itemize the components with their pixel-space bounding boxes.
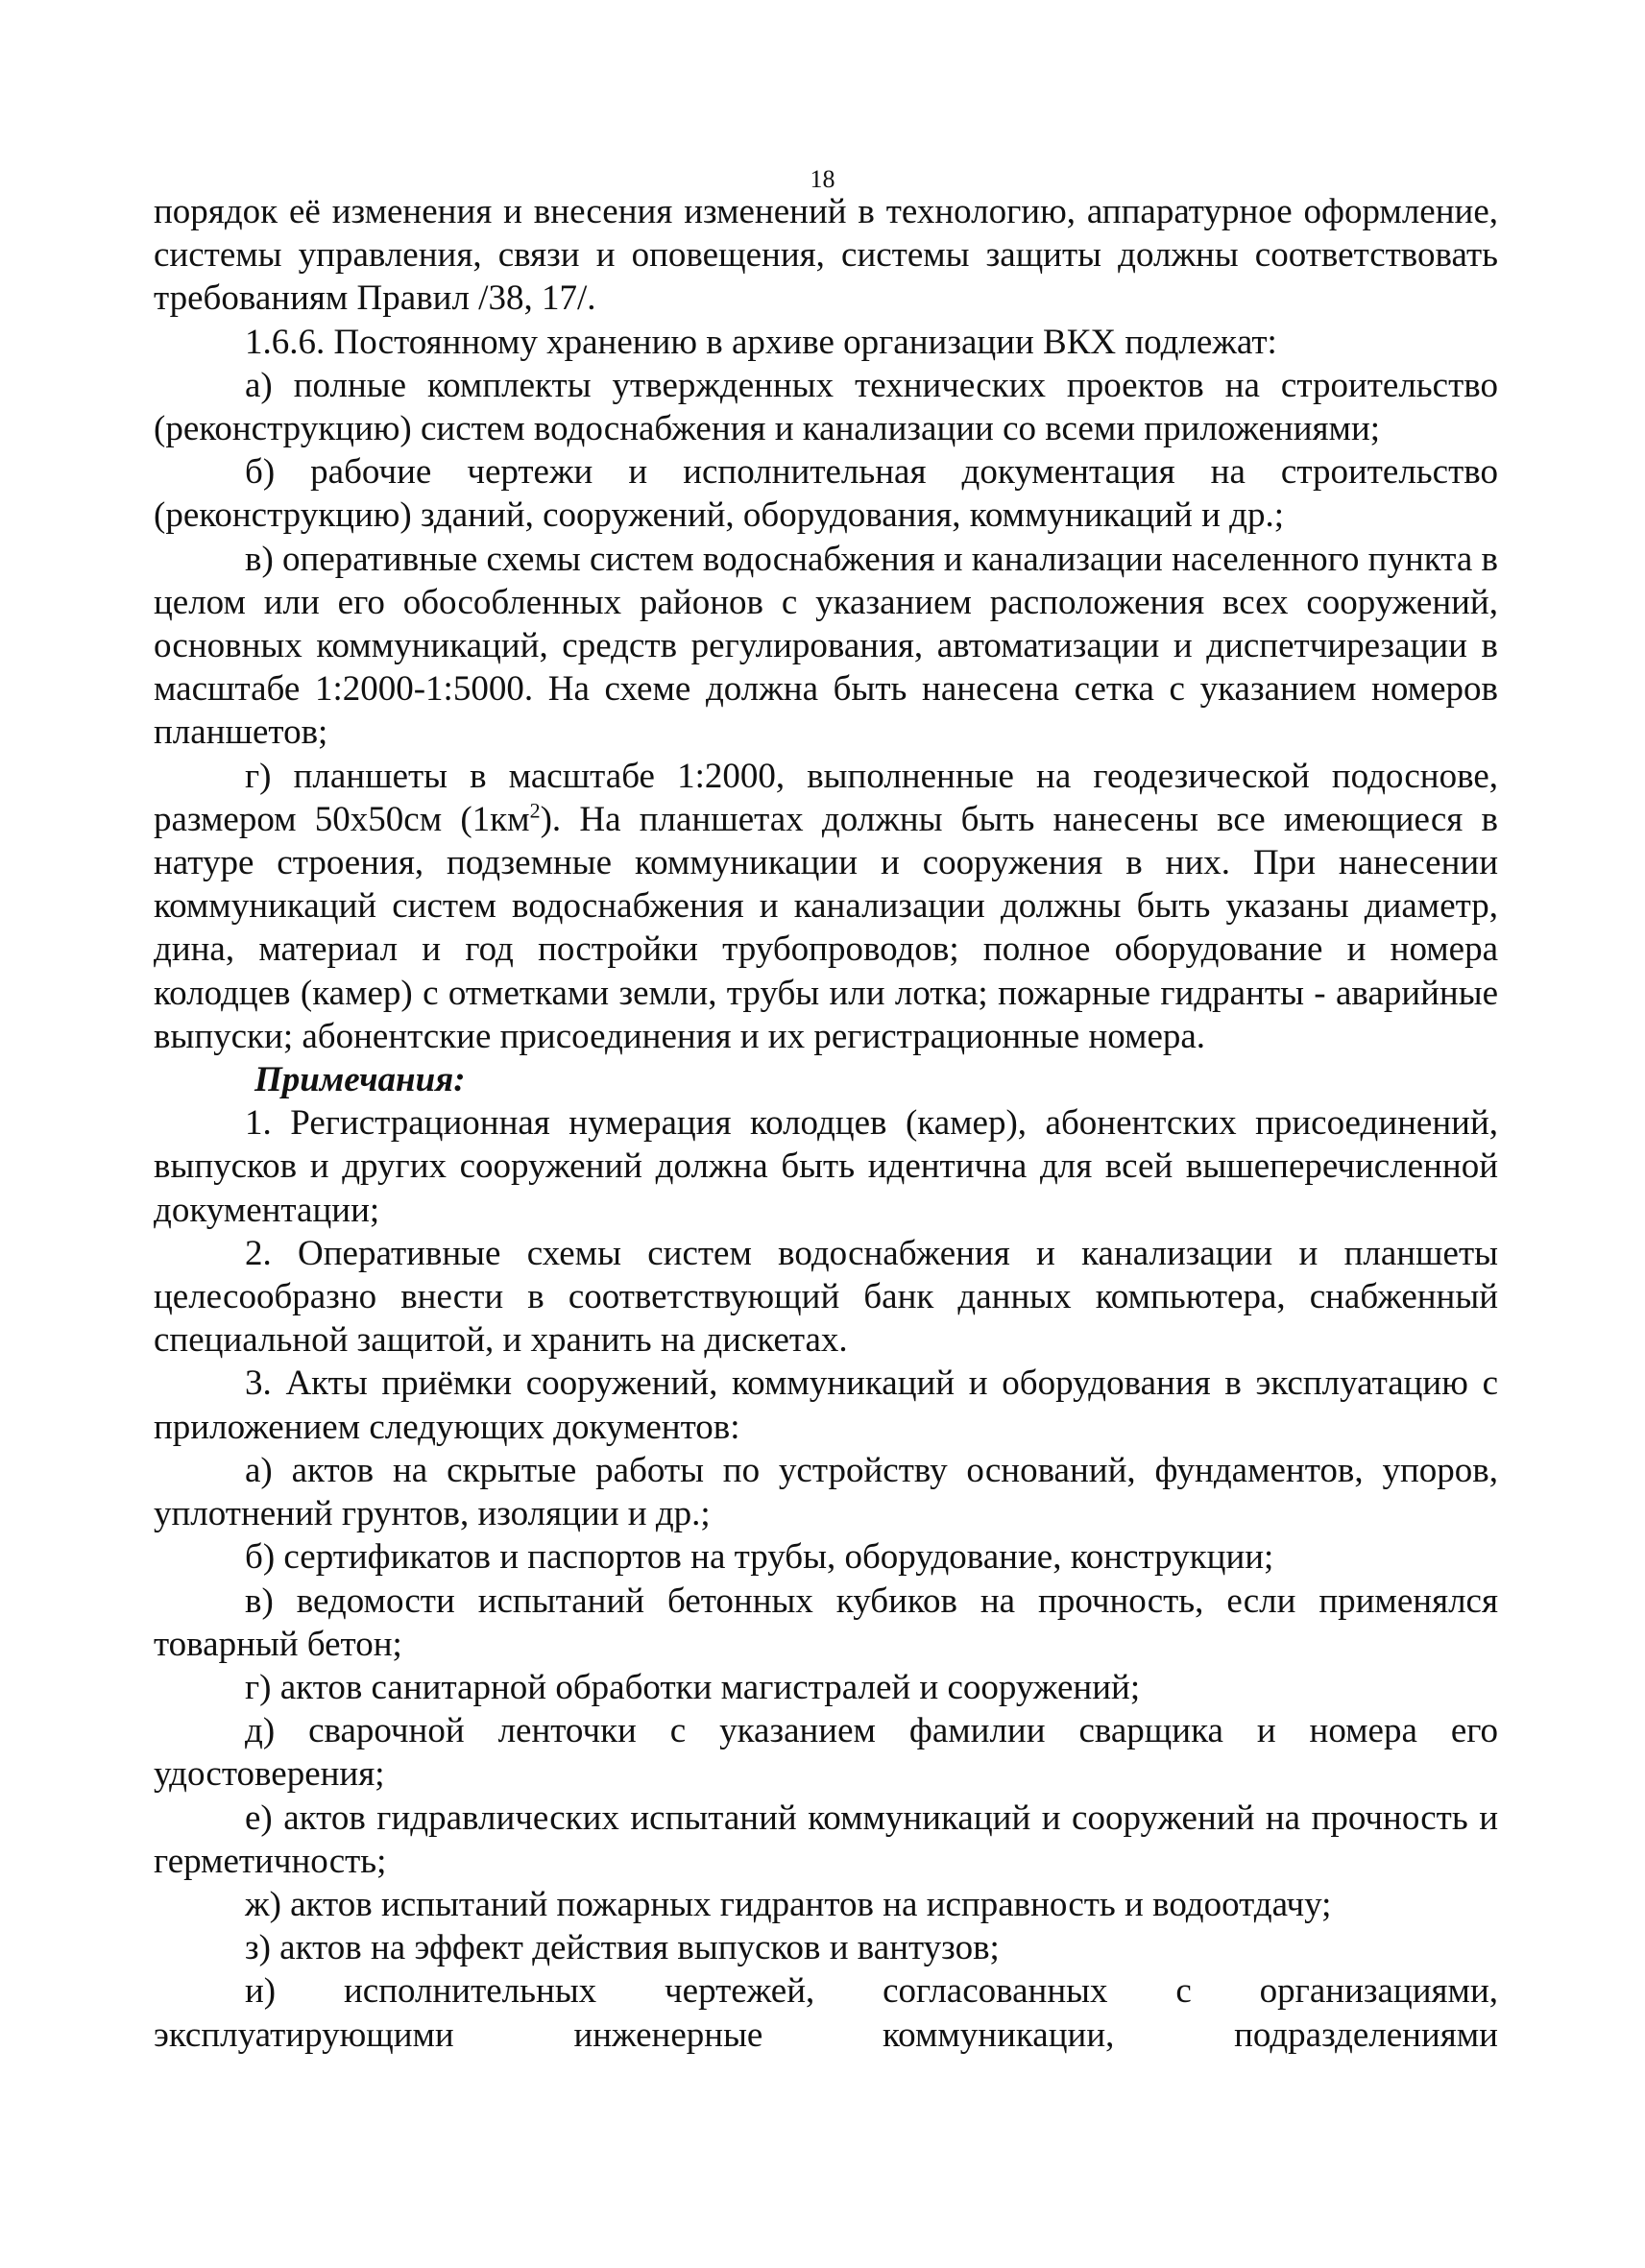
paragraph-intro: порядок её изменения и внесения изменений в технологию, аппаратурное оформление, системы управления, связи и оповещения, системы защиты должны соответствовать требованиям Правил /38, 17/. <box>154 192 1498 319</box>
document-body <box>154 190 1498 2057</box>
sub-item-b: б) сертификатов и паспортов на трубы, оборудование, конструкции; <box>245 1537 1274 1578</box>
sub-item-z: з) актов на эффект действия выпусков и вантузов; <box>245 1928 1000 1968</box>
sub-item-a: а) актов на скрытые работы по устройству оснований, фундаментов, упоров, уплотнений грунтов, изоляции и др.; <box>154 1450 1498 1534</box>
sub-item-i: и) исполнительных чертежей, согласованных с организациями, эксплуатирующими инженерные коммуникации, подразделениями <box>154 1971 1498 2055</box>
sub-item-e: е) актов гидравлических испытаний коммуникаций и сооружений на прочность и герметичность; <box>154 1798 1498 1881</box>
note-1: 1. Регистрационная нумерация колодцев (камер), абонентских присоединений, выпусков и других сооружений должна быть идентична для всей вышеперечисленной документации; <box>154 1103 1498 1230</box>
sub-item-d: д) сварочной ленточки с указанием фамилии сварщика и номера его удостоверения; <box>154 1711 1498 1795</box>
notes-heading: Примечания: <box>254 1060 466 1100</box>
section-1-6-6: 1.6.6. Постоянному хранению в архиве организации ВКХ подлежат: <box>245 322 1277 362</box>
list-item-b: б) рабочие чертежи и исполнительная документация на строительство (реконструкцию) зданий, сооружений, оборудования, коммуникаций и др.; <box>154 452 1498 536</box>
list-item-v: в) оперативные схемы систем водоснабжения и канализации населенного пункта в целом или его обособленных районов с указанием расположения всех сооружений, основных коммуникаций, средств регулирования, автоматизации и диспетчирезации в масштабе 1:2000-1:5000. На схеме должна быть нанесена сетка с указанием номеров планшетов; <box>154 539 1498 753</box>
sub-item-g: г) актов санитарной обработки магистралей и сооружений; <box>245 1667 1141 1707</box>
note-2: 2. Оперативные схемы систем водоснабжения и канализации и планшеты целесообразно внести в соответствующий банк данных компьютера, снабженный специальной защитой, и хранить на дискетах. <box>154 1233 1498 1361</box>
superscript-2: 2 <box>529 798 541 823</box>
sub-item-v: в) ведомости испытаний бетонных кубиков на прочность, если применялся товарный бетон; <box>154 1580 1498 1664</box>
list-item-a: а) полные комплекты утвержденных технических проектов на строительство (реконструкцию) систем водоснабжения и канализации со всеми приложениями; <box>154 365 1498 449</box>
page-number: 18 <box>810 165 835 193</box>
list-item-g-text-2: ). На планшетах должны быть нанесены все имеющиеся в натуре строения, подземные коммуникации и сооружения в них. При нанесении коммуникаций систем водоснабжения и канализации должны быть указаны диаметр, дина, материал и год постройки трубопроводов; полное оборудование и номера колодцев (камер) с отметками земли, трубы или лотка; пожарные гидранты - аварийные выпуски; абонентские присоединения и их регистрационные номера. <box>154 799 1498 1056</box>
sub-item-zh: ж) актов испытаний пожарных гидрантов на исправность и водоотдачу; <box>245 1884 1332 1924</box>
note-3: 3. Акты приёмки сооружений, коммуникаций и оборудования в эксплуатацию с приложением следующих документов: <box>154 1363 1498 1447</box>
list-item-g <box>154 755 1498 1058</box>
list-item-g-text-1: г) планшеты в масштабе 1:2000, выполненные на геодезической подоснове, размером 50х50см (1км <box>154 756 1498 839</box>
